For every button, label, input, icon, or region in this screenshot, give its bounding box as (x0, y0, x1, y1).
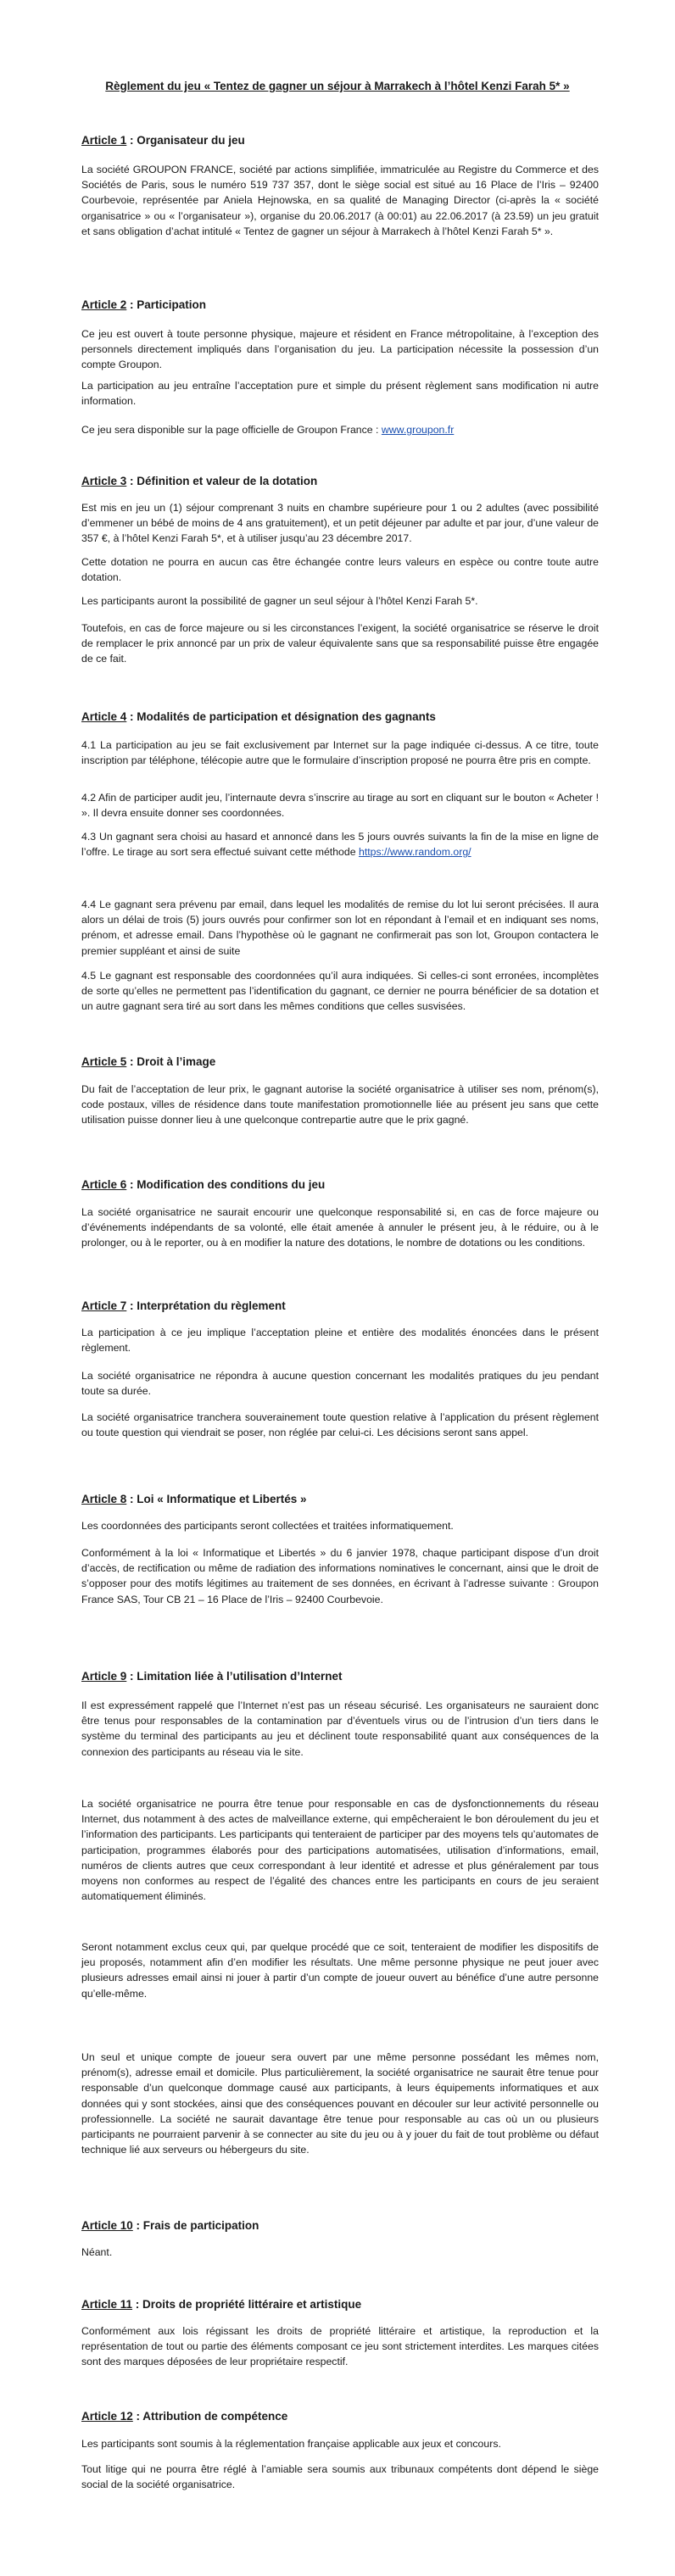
article-3-paragraph-1: Est mis en jeu un (1) séjour comprenant 3 nuits en chambre supérieure pour 1 ou 2 adultes (avec possibilité d’emmener un bébé de moins de 4 ans gratuitement), et un petit déjeuner par adulte et par jour, d’une valeur de 357 €, à l’hôtel Kenzi Farah 5*, et à utiliser jusqu’au 23 décembre 2017. (81, 502, 599, 545)
article-3-paragraph-3: Les participants auront la possibilité de gagner un seul séjour à l’hôtel Kenzi Farah 5*. (81, 595, 478, 607)
article-number: Article 9 (81, 1670, 127, 1683)
article-title: : Modification des conditions du jeu (126, 1178, 326, 1191)
article-11-paragraph-1: Conformément aux lois régissant les droits de propriété littéraire et artistique, la reproduction et la représentation de tout ou partie des éléments composant ce jeu sont strictement interdites. Les marques citées sont des marques déposées de leur propriétaire respectif. (81, 2325, 599, 2368)
article-title: : Loi « Informatique et Libertés » (126, 1493, 307, 1505)
article-number: Article 6 (81, 1178, 127, 1191)
article-number: Article 1 (81, 134, 127, 147)
article-3-heading (81, 475, 599, 487)
groupon-link[interactable]: www.groupon.fr (381, 424, 455, 436)
article-title: : Droits de propriété littéraire et artistique (132, 2298, 362, 2311)
article-2-paragraph-3 (81, 422, 599, 437)
article-8-heading (81, 1493, 599, 1505)
paragraph-text: 4.3 Un gagnant sera choisi au hasard et annoncé dans les 5 jours ouvrés suivants la fin de la mise en ligne de l’offre. Le tirage au sort sera effectué suivant cette méthode (81, 831, 599, 859)
article-4-paragraph-3 (81, 829, 599, 860)
article-11-heading (81, 2298, 599, 2311)
article-number: Article 4 (81, 710, 127, 723)
article-9-paragraph-1: Il est expressément rappelé que l’Internet n’est pas un réseau sécurisé. Les organisateurs ne sauraient donc être tenus pour responsables de la contamination par d’éventuels virus ou de l’intrusion d’un tiers dans le système du terminal des participants au jeu et déclinent toute responsabilité quant aux conséquences de la connexion des participants au réseau via le site. (81, 1700, 599, 1758)
article-7-paragraph-2: La société organisatrice ne répondra à aucune question concernant les modalités pratiques du jeu pendant toute sa durée. (81, 1370, 599, 1398)
article-title: : Attribution de compétence (132, 2410, 288, 2423)
article-title: : Participation (126, 298, 207, 311)
article-number: Article 8 (81, 1493, 127, 1505)
article-title: : Droit à l’image (126, 1055, 216, 1068)
article-1-heading (81, 134, 599, 147)
article-title: : Limitation liée à l’utilisation d’Internet (126, 1670, 343, 1683)
article-title: : Modalités de participation et désignation des gagnants (126, 710, 436, 723)
article-12-heading (81, 2410, 599, 2423)
article-9-heading (81, 1670, 599, 1683)
article-2-paragraph-2: La participation au jeu entraîne l’acceptation pure et simple du présent règlement sans modification ni autre information. (81, 380, 599, 408)
article-2-heading (81, 298, 599, 311)
article-6-heading (81, 1178, 599, 1191)
article-6-paragraph-1: La société organisatrice ne saurait encourir une quelconque responsabilité si, en cas de force majeure ou d’événements indépendants de sa volonté, elle était amenée à annuler le présent jeu, à le réduire, ou à le prolonger, ou à le reporter, ou à en modifier la nature des dotations, le nombre de dotations ou les conditions. (81, 1206, 599, 1249)
article-2-paragraph-1: Ce jeu est ouvert à toute personne physique, majeure et résident en France métropolitaine, à l’exception des personnels directement impliqués dans l’organisation du jeu. La participation nécessite la possession d’un compte Groupon. (81, 328, 599, 371)
article-number: Article 11 (81, 2298, 133, 2311)
article-number: Article 10 (81, 2219, 133, 2232)
article-title: : Organisateur du jeu (126, 134, 245, 147)
paragraph-text: Ce jeu sera disponible sur la page officielle de Groupon France : (81, 424, 382, 436)
article-9-paragraph-3: Seront notamment exclus ceux qui, par quelque procédé que ce soit, tenteraient de modifier les dispositifs de jeu proposés, notamment afin d’en modifier les résultats. Une même personne physique ne peut jouer avec plusieurs adresses email ainsi ni jouer à partir d’un compte de joueur ouvert au bénéfice d’une autre personne qu’elle-même. (81, 1941, 599, 2000)
article-10-paragraph-1: Néant. (81, 2246, 113, 2258)
article-5-paragraph-1: Du fait de l’acceptation de leur prix, le gagnant autorise la société organisatrice à utiliser ses nom, prénom(s), code postaux, villes de résidence dans toute manifestation promotionnelle liée au présent jeu sans que cette utilisation puisse donner lieu à une quelconque contrepartie autre que le prix gagné. (81, 1083, 599, 1127)
article-number: Article 2 (81, 298, 127, 311)
article-8-paragraph-2: Conformément à la loi « Informatique et Libertés » du 6 janvier 1978, chaque participant dispose d’un droit d’accès, de rectification ou même de radiation des informations nominatives le concernant, ainsi que le droit de s’opposer pour des motifs légitimes au traitement de ses données, en écrivant à l’adresse suivante : Groupon France SAS, Tour CB 21 – 16 Place de l’Iris – 92400 Courbevoie. (81, 1547, 599, 1605)
article-1-paragraph-1: La société GROUPON FRANCE, société par actions simplifiée, immatriculée au Registre du Commerce et des Sociétés de Paris, sous le numéro 519 737 357, dont le siège social est situé au 16 Place de l’Iris – 92400 Courbevoie, représentée par Aniela Hejnowska, en sa qualité de Managing Director (ci-après la « société organisatrice » ou « l’organisateur »), organise du 20.06.2017 (à 00:01) au 22.06.2017 (à 23.59) un jeu gratuit et sans obligation d’achat intitulé « Tentez de gagner un séjour à Marrakech à l’hôtel Kenzi Farah 5* ». (81, 164, 599, 237)
article-title: : Frais de participation (132, 2219, 259, 2232)
article-number: Article 7 (81, 1299, 127, 1312)
article-9-paragraph-4: Un seul et unique compte de joueur sera ouvert par une même personne possédant les mêmes nom, prénom(s), adresse email et domicile. Plus particulièrement, la société organisatrice ne saurait être tenue pour responsable d’un quelconque dommage causé aux participants, à leurs équipements informatiques et aux données qui y sont stockées, ainsi que des conséquences pouvant en découler sur leur activité personnelle ou professionnelle. La société ne saurait davantage être tenue pour responsable au cas où un ou plusieurs participants ne pourraient parvenir à se connecter au site du jeu ou à y jouer du fait de tout problème ou défaut technique lié aux serveurs ou hébergeurs du site. (81, 2051, 599, 2156)
article-12-paragraph-2: Tout litige qui ne pourra être réglé à l’amiable sera soumis aux tribunaux compétents dont dépend le siège social de la société organisatrice. (81, 2463, 599, 2491)
article-4-paragraph-1: 4.1 La participation au jeu se fait exclusivement par Internet sur la page indiquée ci-dessus. A ce titre, toute inscription par téléphone, télécopie autre que le formulaire d’inscription proposé ne pourra être pris en compte. (81, 739, 599, 767)
random-org-link[interactable]: https://www.random.org/ (358, 846, 471, 859)
article-7-heading (81, 1299, 599, 1312)
article-4-paragraph-4: 4.4 Le gagnant sera prévenu par email, dans lequel les modalités de remise du lot lui seront précisées. Il aura alors un délai de trois (5) jours ouvrés pour confirmer son lot en répondant à l’email et en indiquant ses noms, prénom, et adresse email. Dans l’hypothèse où le gagnant ne confirmerait pas son lot, Groupon contactera le premier suppléant et ainsi de suite (81, 899, 599, 957)
article-8-paragraph-1: Les coordonnées des participants seront collectées et traitées informatiquement. (81, 1520, 454, 1532)
article-9-paragraph-2: La société organisatrice ne pourra être tenue pour responsable en cas de dysfonctionnements du réseau Internet, dus notamment à des actes de malveillance externe, qui empêcheraient le bon déroulement du jeu et l’information des participants. Les participants qui tenteraient de participer par des moyens tels qu’automates de participation, programmes élaborés pour des participations automatisées, utilisation d’informations, email, numéros de clients autres que ceux correspondant à leur identité et adresse et plus généralement par tous moyens non conformes au respect de l’égalité des chances entre les participants en cours de jeu seraient automatiquement éliminés. (81, 1798, 599, 1903)
article-3-paragraph-2: Cette dotation ne pourra en aucun cas être échangée contre leurs valeurs en espèce ou contre toute autre dotation. (81, 556, 599, 584)
article-7-paragraph-1: La participation à ce jeu implique l’acceptation pleine et entière des modalités énoncées dans le présent règlement. (81, 1327, 599, 1355)
article-title: : Définition et valeur de la dotation (126, 475, 318, 487)
article-number: Article 12 (81, 2410, 133, 2423)
article-number: Article 3 (81, 475, 127, 487)
article-12-paragraph-1: Les participants sont soumis à la réglementation française applicable aux jeux et concours. (81, 2438, 501, 2450)
article-number: Article 5 (81, 1055, 127, 1068)
article-4-paragraph-2: 4.2 Afin de participer audit jeu, l’internaute devra s’inscrire au tirage au sort en cliquant sur le bouton « Acheter ! ». Il devra ensuite donner ses coordonnées. (81, 792, 599, 820)
article-10-heading (81, 2219, 599, 2232)
article-title: : Interprétation du règlement (126, 1299, 286, 1312)
article-4-paragraph-5: 4.5 Le gagnant est responsable des coordonnées qu’il aura indiquées. Si celles-ci sont erronées, incomplètes de sorte qu’elles ne permettent pas l’identification du gagnant, ce dernier ne pourra bénéficier de sa dotation et un autre gagnant sera tiré au sort dans les mêmes conditions que celles susvisées. (81, 970, 599, 1013)
article-4-heading (81, 710, 599, 723)
document-title: Règlement du jeu « Tentez de gagner un séjour à Marrakech à l’hôtel Kenzi Farah 5* » (105, 80, 570, 92)
article-7-paragraph-3: La société organisatrice tranchera souverainement toute question relative à l’application du présent règlement ou toute question qui viendrait se poser, non réglée par celui-ci. Les décisions seront sans appel. (81, 1411, 599, 1439)
article-3-paragraph-4: Toutefois, en cas de force majeure ou si les circonstances l’exigent, la société organisatrice se réserve le droit de remplacer le prix annoncé par un prix de valeur équivalente sans que sa responsabilité puisse être engagée de ce fait. (81, 622, 599, 665)
article-5-heading (81, 1055, 599, 1068)
